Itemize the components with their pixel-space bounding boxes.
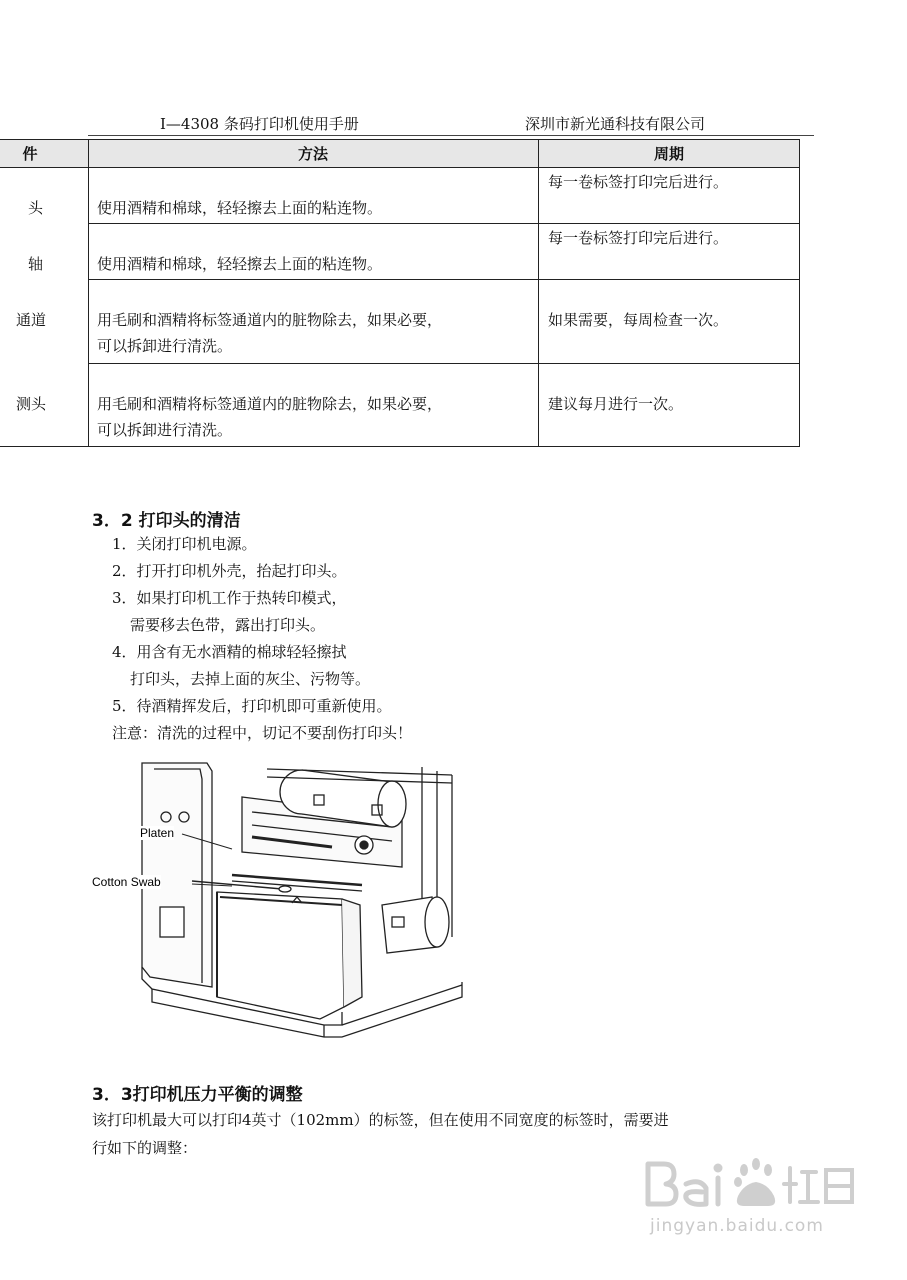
table-header-method: 方法 — [297, 145, 328, 163]
section-title-printhead-cleaning: 3．2 打印头的清洁 — [92, 511, 241, 531]
step-item: 4．用含有无水酒精的棉球轻轻擦拭 — [112, 643, 347, 661]
table-cell-part: 通道 — [16, 311, 47, 329]
table-rule — [538, 139, 539, 447]
step-item: 2．打开打印机外壳，抬起打印头。 — [112, 562, 347, 580]
table-header-period: 周期 — [653, 145, 684, 163]
table-rule — [88, 279, 800, 280]
baidu-logo — [640, 1148, 860, 1218]
step-item: 3．如果打印机工作于热转印模式， — [112, 589, 347, 607]
baidu-watermark — [640, 1148, 860, 1248]
section-title-pressure-balance: 3．3打印机压力平衡的调整 — [92, 1085, 303, 1105]
table-cell-part: 测头 — [16, 395, 47, 413]
table-cell-period: 每一卷标签打印完后进行。 — [548, 173, 729, 191]
printer-drawing — [92, 757, 464, 1045]
table-rule — [0, 167, 800, 168]
caution-note: 注意：清洗的过程中，切记不要刮伤打印头！ — [112, 724, 413, 742]
printer-cleaning-illustration — [92, 757, 464, 1045]
paragraph-line: 该打印机最大可以打印4英寸（102mm）的标签，但在使用不同宽度的标签时，需要进 — [92, 1111, 669, 1129]
table-cell-part: 头 — [28, 199, 44, 217]
header-manual-title: I—4308 条码打印机使用手册 — [160, 115, 359, 133]
table-cell-method: 可以拆卸进行清洗。 — [97, 421, 233, 439]
table-cell-method: 用毛刷和酒精将标签通道内的脏物除去，如果必要， — [97, 311, 443, 329]
step-item: 打印头，去掉上面的灰尘、污物等。 — [130, 670, 371, 688]
paragraph-line: 行如下的调整： — [92, 1139, 198, 1157]
maintenance-table — [0, 139, 800, 447]
table-cell-period: 如果需要，每周检查一次。 — [548, 311, 729, 329]
watermark-url: jingyan.baidu.com — [650, 1216, 824, 1236]
table-rule — [799, 139, 800, 447]
table-rule — [0, 139, 800, 140]
step-item: 1．关闭打印机电源。 — [112, 535, 257, 553]
table-cell-method: 使用酒精和棉球，轻轻擦去上面的粘连物。 — [97, 255, 383, 273]
header-company-name: 深圳市新光通科技有限公司 — [525, 115, 706, 133]
table-rule — [88, 139, 89, 447]
table-cell-part: 轴 — [28, 255, 44, 273]
table-cell-period: 每一卷标签打印完后进行。 — [548, 229, 729, 247]
table-rule — [88, 363, 800, 364]
table-cell-period: 建议每月进行一次。 — [548, 395, 684, 413]
step-item: 5．待酒精挥发后，打印机即可重新使用。 — [112, 697, 392, 715]
label-cotton-swab: Cotton Swab — [92, 875, 161, 889]
step-item: 需要移去色带，露出打印头。 — [130, 616, 326, 634]
table-cell-method: 可以拆卸进行清洗。 — [97, 337, 233, 355]
table-header-part: 件 — [22, 145, 38, 163]
table-rule — [0, 446, 800, 447]
header-rule — [88, 135, 814, 136]
label-platen: Platen — [140, 826, 175, 840]
table-rule — [88, 223, 800, 224]
table-cell-method: 用毛刷和酒精将标签通道内的脏物除去，如果必要， — [97, 395, 443, 413]
table-cell-method: 使用酒精和棉球，轻轻擦去上面的粘连物。 — [97, 199, 383, 217]
